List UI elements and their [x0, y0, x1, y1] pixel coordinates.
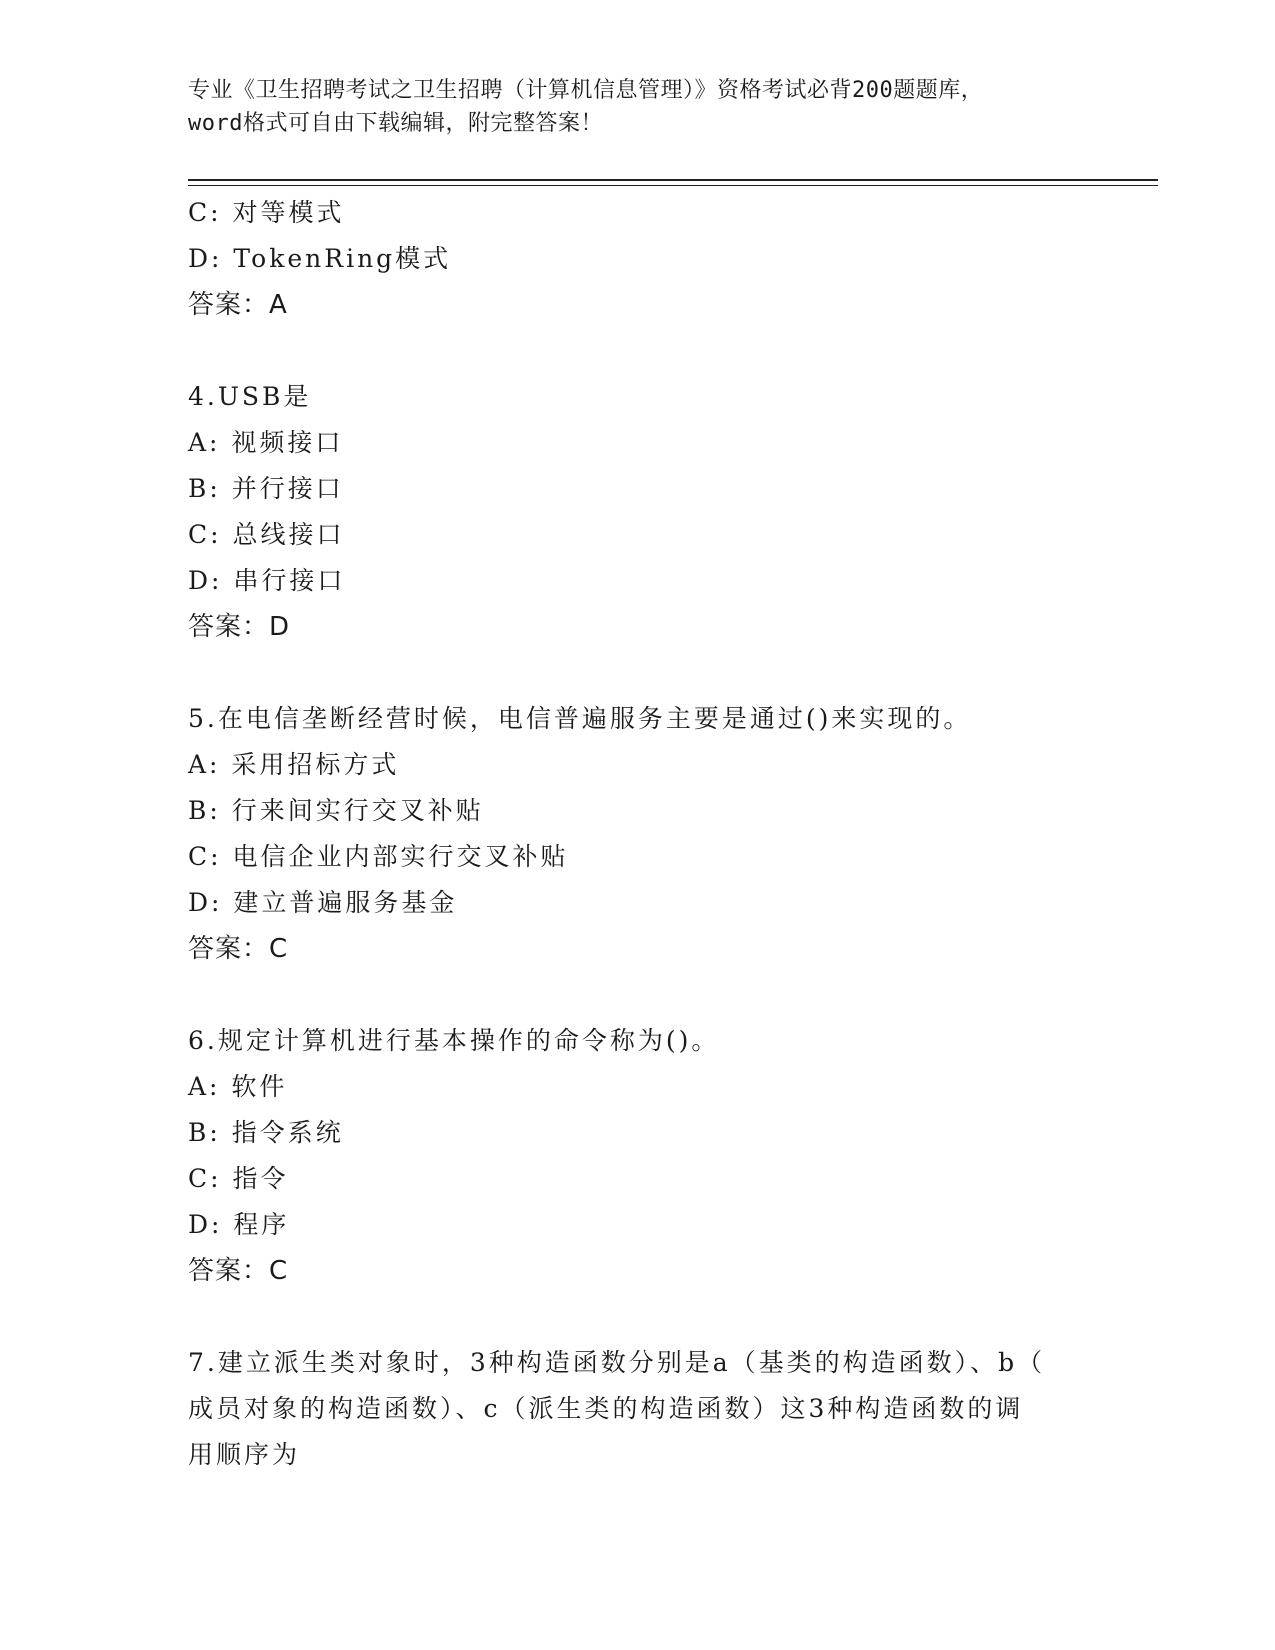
question-stem: 6.规定计算机进行基本操作的命令称为()。 [188, 1026, 720, 1055]
option-d: D: 串行接口 [188, 566, 346, 595]
question-stem: 4.USB是 [188, 382, 312, 411]
question-5 [188, 696, 1088, 972]
option-b: B: 并行接口 [188, 474, 344, 503]
answer-line: 答案：D [188, 612, 291, 642]
option-d: D: 建立普遍服务基金 [188, 888, 458, 917]
spacer [188, 1294, 1088, 1340]
option-d: D: TokenRing模式 [188, 244, 452, 273]
spacer [188, 650, 1088, 696]
header-divider-thick [188, 179, 1158, 181]
option-c: C: 总线接口 [188, 520, 345, 549]
answer-line: 答案：C [188, 934, 289, 964]
question-stem-line-2: 成员对象的构造函数）、c（派生类的构造函数）这3种构造函数的调 [188, 1394, 1024, 1423]
question-3-tail [188, 190, 1088, 328]
question-4 [188, 374, 1088, 650]
option-c: C: 电信企业内部实行交叉补贴 [188, 842, 569, 871]
question-stem: 5.在电信垄断经营时候，电信普遍服务主要是通过()来实现的。 [188, 704, 972, 733]
spacer [188, 972, 1088, 1018]
question-6 [188, 1018, 1088, 1294]
answer-line: 答案：A [188, 290, 288, 320]
option-b: B: 行来间实行交叉补贴 [188, 796, 484, 825]
header-title-line-1: 专业《卫生招聘考试之卫生招聘（计算机信息管理）》资格考试必背200题题库， [188, 78, 984, 103]
option-a: A: 视频接口 [188, 428, 344, 457]
question-stem-line-1: 7.建立派生类对象时，3种构造函数分别是a（基类的构造函数）、b（ [188, 1348, 1046, 1377]
answer-line: 答案：C [188, 1256, 289, 1286]
option-a: A: 软件 [188, 1072, 288, 1101]
question-7 [188, 1340, 1088, 1478]
header-divider-thin [188, 185, 1158, 186]
option-d: D: 程序 [188, 1210, 290, 1239]
option-a: A: 采用招标方式 [188, 750, 400, 779]
option-b: B: 指令系统 [188, 1118, 344, 1147]
document-header [188, 74, 1088, 140]
option-c: C: 对等模式 [188, 198, 345, 227]
option-c: C: 指令 [188, 1164, 289, 1193]
question-stem-line-3: 用顺序为 [188, 1440, 301, 1469]
header-title-line-2: word格式可自由下载编辑，附完整答案！ [188, 111, 603, 136]
spacer [188, 328, 1088, 374]
question-list [188, 190, 1088, 1478]
